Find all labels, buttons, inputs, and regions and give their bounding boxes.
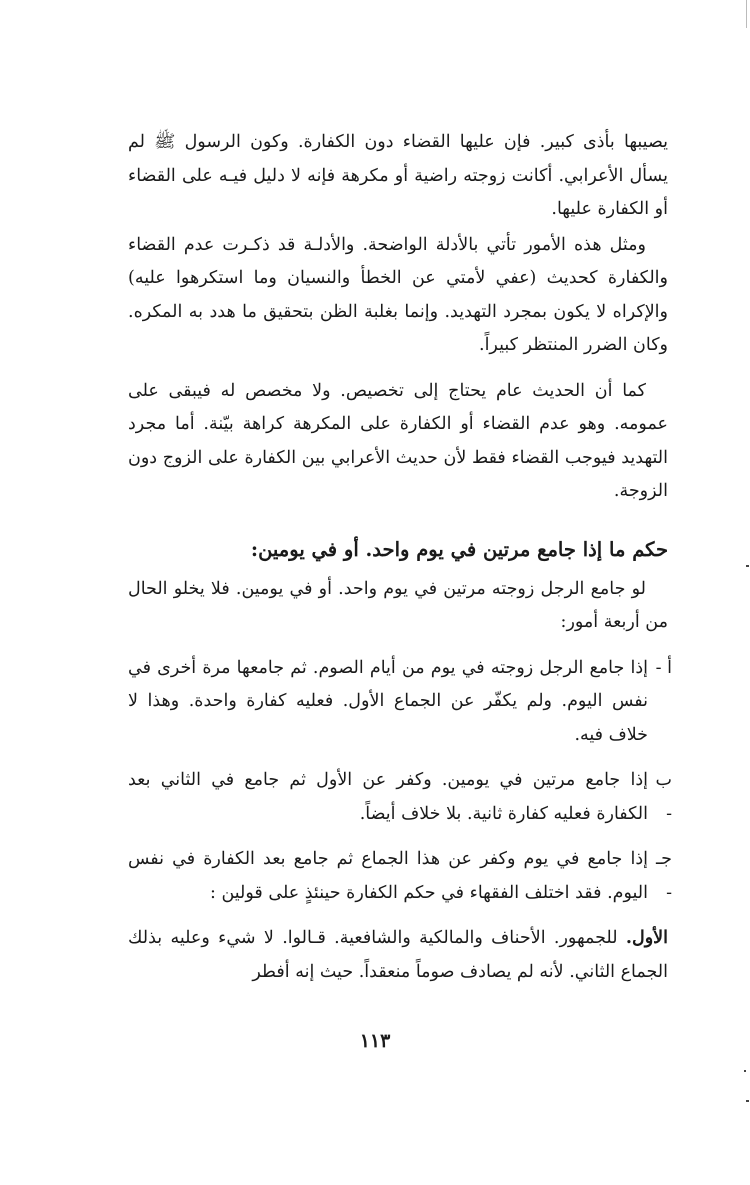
scan-edge-mark <box>746 1100 749 1102</box>
section-heading: حكم ما إذا جامع مرتين في يوم واحد. أو في يومين: <box>250 537 668 561</box>
scan-edge-mark <box>746 0 747 28</box>
list-item-b <box>128 764 672 831</box>
section-intro: لو جامع الرجل زوجته مرتين في يوم واحد. أو في يومين. فلا يخلو الحال من أربعة أمور: <box>128 578 668 632</box>
paragraph-1: يصيبها بأذى كبير. فإن عليها القضاء دون الكفارة. وكون الرسول ﷺ لم يسأل الأعرابي. أكانت زوجته راضية أو مكرهة فإنه لا دليل فيـه على القضاء أو الكفارة عليها. <box>128 132 668 219</box>
first-opinion-paragraph <box>128 922 668 989</box>
list-item-text: إذا جامع في يوم وكفر عن هذا الجماع ثم جامع بعد الكفارة في نفس اليوم. فقد اختلف الفقهاء في حكم الكفارة حينئذٍ على قولين : <box>128 849 648 903</box>
list-item-text: إذا جامع مرتين في يومين. وكفر عن الأول ثم جامع في الثاني بعد الكفارة فعليه كفارة ثانية. بلا خلاف أيضاً. <box>128 770 648 824</box>
list-item-marker: جـ - <box>656 849 672 903</box>
list-item-a <box>128 652 672 753</box>
page-number: ١١٣ <box>359 1030 391 1052</box>
paragraph-2: ومثل هذه الأمور تأتي بالأدلة الواضحة. والأدلـة قد ذكـرت عدم القضاء والكفارة كحديث (عفي لأمتي عن الخطأ والنسيان وما استكرهوا عليه) والإكراه لا يكون بمجرد التهديد. وإنما بغلبة الظن بتحقيق ما هدد به المكره. وكان الضرر المنتظر كبيراً. <box>128 234 668 355</box>
list-item-c <box>128 843 672 910</box>
first-opinion-label: الأول. <box>625 928 668 948</box>
page-text-body <box>128 126 672 989</box>
list-item-marker: ب - <box>655 770 672 824</box>
list-item-text: إذا جامع الرجل زوجته في يوم من أيام الصوم. ثم جامعها مرة أخرى في نفس اليوم. ولم يكفّر عن الجماع الأول. فعليه كفارة واحدة. وهذا لا خلاف فيه. <box>128 657 648 745</box>
scan-edge-mark <box>744 1070 746 1072</box>
first-opinion-text: للجمهور. الأحناف والمالكية والشافعية. قـالوا. لا شيء وعليه بذلك الجماع الثاني. لأنه لم يصادف صوماً منعقداً. حيث إنه أفطر <box>128 928 668 982</box>
list-item-marker: أ - <box>655 657 672 678</box>
scan-edge-mark <box>746 565 749 567</box>
paragraph-3: كما أن الحديث عام يحتاج إلى تخصيص. ولا مخصص له فيبقى على عمومه. وهو عدم القضاء أو الكفارة على المكرهة كراهة بيّنة. أما مجرد التهديد فيوجب القضاء فقط لأن حديث الأعرابي بين الكفارة على الزوج دون الزوجة. <box>128 380 668 501</box>
